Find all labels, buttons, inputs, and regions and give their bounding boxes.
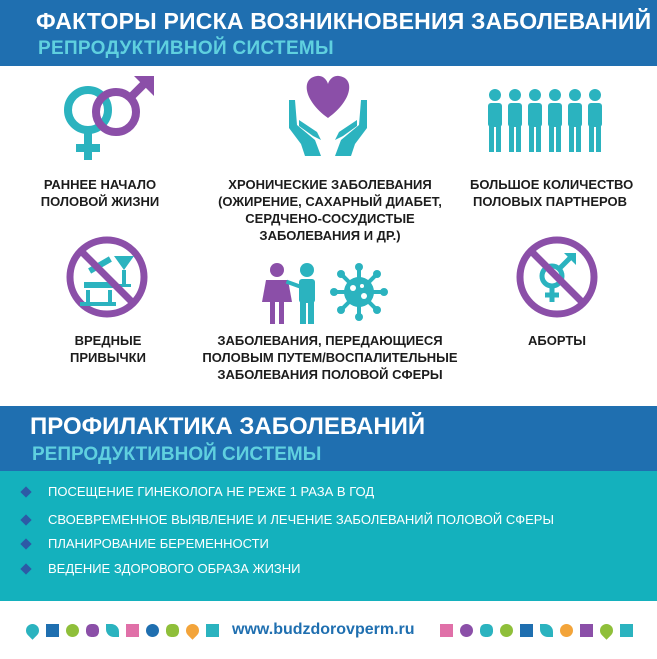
bullet-icon [20, 538, 31, 549]
heart-shape-icon [23, 621, 41, 639]
flower-shape-icon [500, 624, 513, 637]
square-shape-icon [520, 624, 533, 637]
risk-caption-chronic: ХРОНИЧЕСКИЕ ЗАБОЛЕВАНИЯ (ОЖИРЕНИЕ, САХАРНЫЙ ДИАБЕТ, СЕРДЧЕНО-СОСУДИСТЫЕ ЗАБОЛЕВАНИЯ И ДР.) [218, 177, 442, 243]
flower-shape-icon [146, 624, 159, 637]
square-shape-icon [620, 624, 633, 637]
prevention-subtitle: РЕПРОДУКТИВНОЙ СИСТЕМЫ [32, 444, 322, 465]
clover-shape-icon [86, 624, 99, 637]
heart-shape-icon [183, 621, 201, 639]
square-shape-icon [206, 624, 219, 637]
header-banner [0, 0, 657, 66]
footer-url-link[interactable]: www.budzdorovperm.ru [232, 621, 415, 638]
square-shape-icon [580, 624, 593, 637]
no-bad-habits-icon [64, 234, 150, 320]
risk-caption-early-sex: РАННЕЕ НАЧАЛО ПОЛОВОЙ ЖИЗНИ [40, 177, 160, 209]
square-shape-icon [46, 624, 59, 637]
square-shape-icon [440, 624, 453, 637]
bullet-icon [20, 514, 31, 525]
prevention-list: ПОСЕЩЕНИЕ ГИНЕКОЛОГА НЕ РЕЖЕ 1 РАЗА В ГОД СВОЕВРЕМЕННОЕ ВЫЯВЛЕНИЕ И ЛЕЧЕНИЕ ЗАБОЛЕВАНИЙ ПОЛОВОЙ СФЕРЫ ПЛАНИРОВАНИЕ БЕРЕМЕННОСТИ ВЕДЕНИЕ ЗДОРОВОГО ОБРАЗА ЖИЗНИ [0, 471, 657, 601]
clover-shape-icon [480, 624, 493, 637]
bullet-icon [20, 563, 31, 574]
leaf-shape-icon [106, 624, 119, 637]
risk-caption-abortions: АБОРТЫ [527, 333, 586, 348]
bullet-icon [20, 486, 31, 497]
risk-caption-bad-habits: ВРЕДНЫЕ ПРИВЫЧКИ [70, 333, 146, 365]
risk-caption-sti: ЗАБОЛЕВАНИЯ, ПЕРЕДАЮЩИЕСЯ ПОЛОВЫМ ПУТЕМ/ВОСПАЛИТЕЛЬНЫЕ ЗАБОЛЕВАНИЯ ПОЛОВОЙ СФЕРЫ [202, 333, 458, 382]
many-people-icon [486, 88, 604, 154]
prevention-banner [0, 406, 657, 471]
flower-shape-icon [560, 624, 573, 637]
clover-shape-icon [166, 624, 179, 637]
heart-in-hands-icon [283, 70, 373, 160]
square-shape-icon [126, 624, 139, 637]
people-virus-icon [262, 262, 392, 326]
gender-symbols-icon [58, 72, 158, 167]
no-abortion-icon [514, 234, 600, 320]
risk-caption-partners: БОЛЬШОЕ КОЛИЧЕСТВО ПОЛОВЫХ ПАРТНЕРОВ [470, 177, 634, 209]
header-subtitle: РЕПРОДУКТИВНОЙ СИСТЕМЫ [38, 38, 334, 59]
flower-shape-icon [66, 624, 79, 637]
heart-shape-icon [597, 621, 615, 639]
flower-shape-icon [460, 624, 473, 637]
leaf-shape-icon [540, 624, 553, 637]
prevention-title: ПРОФИЛАКТИКА ЗАБОЛЕВАНИЙ [30, 413, 426, 440]
header-title: ФАКТОРЫ РИСКА ВОЗНИКНОВЕНИЯ ЗАБОЛЕВАНИЙ [36, 8, 652, 34]
